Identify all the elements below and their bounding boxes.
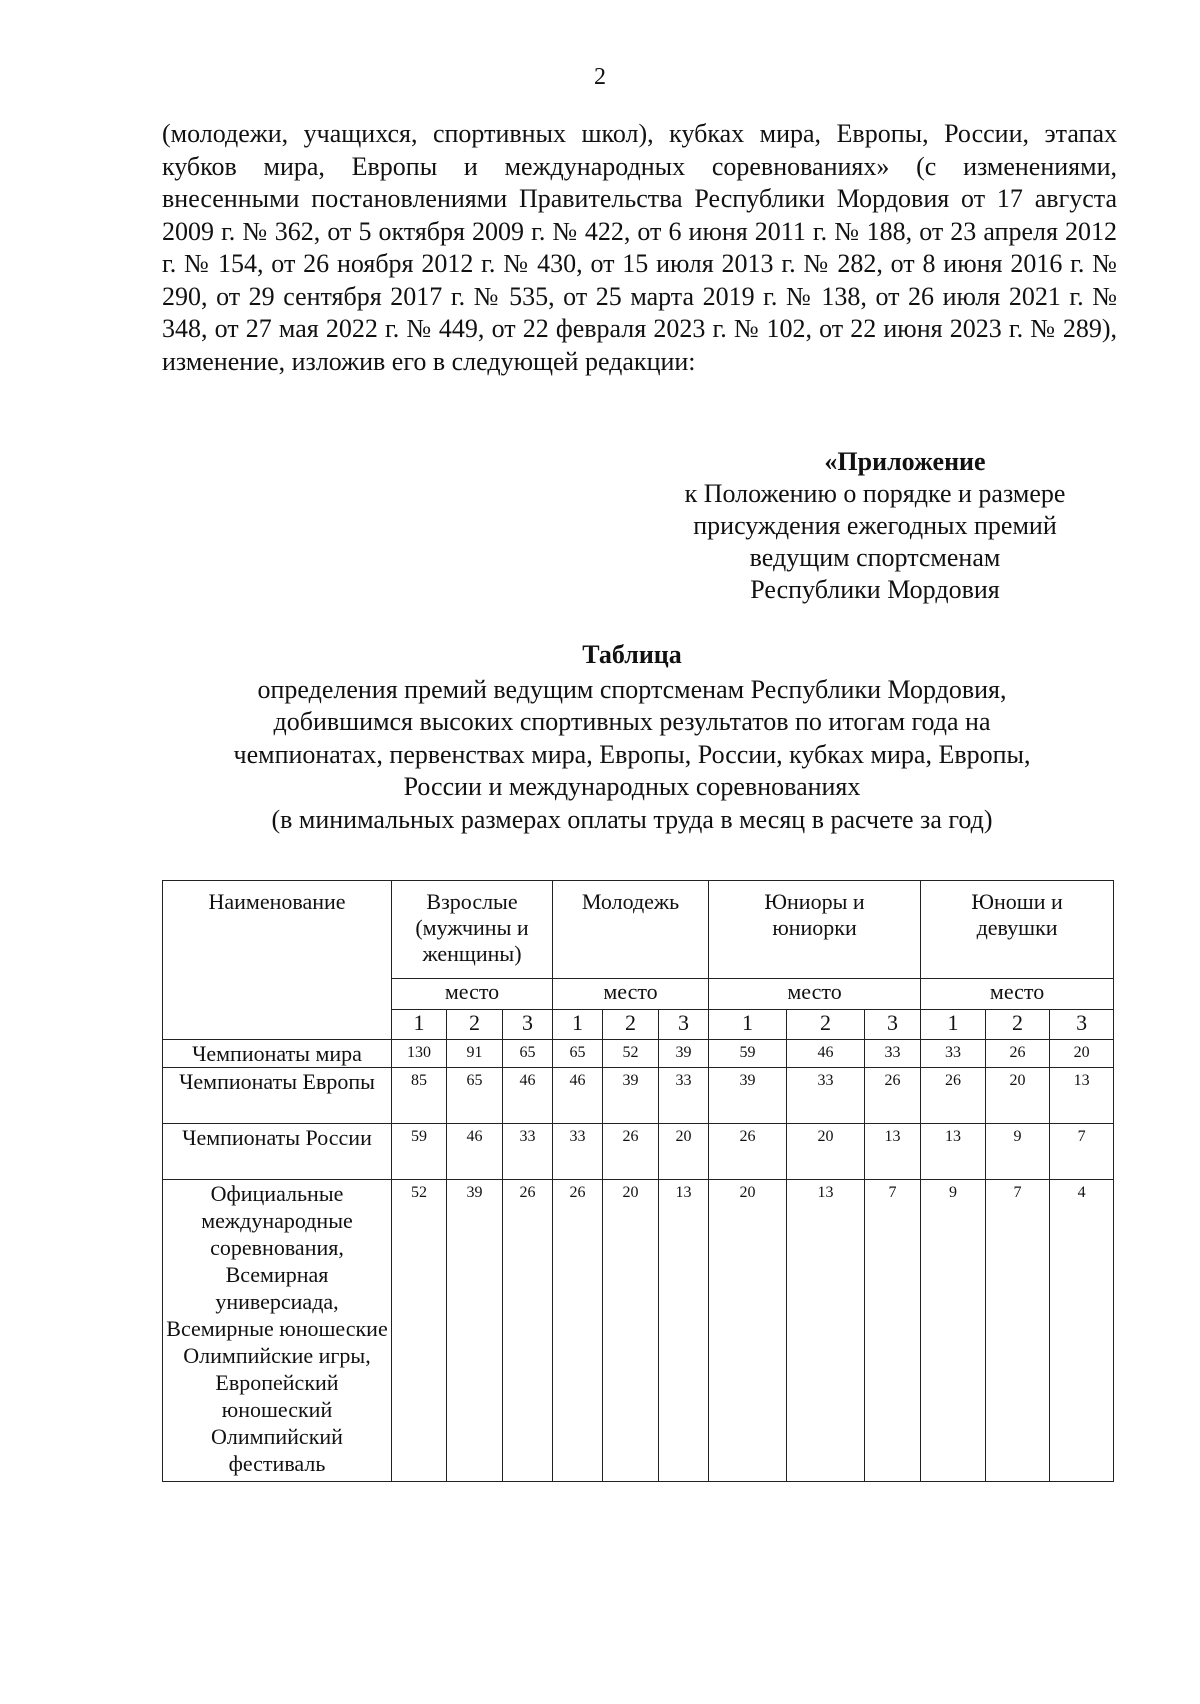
annex-line: Республики Мордовия [750,575,1000,604]
table-cell: 26 [986,1040,1050,1068]
place-number: 2 [603,1009,659,1039]
place-number: 2 [787,1009,865,1039]
place-label: место [553,978,709,1009]
table-cell: 9 [921,1180,986,1482]
table-cell: 13 [1050,1068,1114,1124]
group-header-cadets: Юноши и девушки [921,881,1114,979]
row-name: Чемпионаты Европы [163,1068,392,1124]
place-number: 3 [865,1009,921,1039]
table-cell: 59 [709,1040,787,1068]
table-cell: 33 [503,1124,553,1180]
table-title: Таблица [582,640,682,669]
place-number: 3 [503,1009,553,1039]
table-cell: 20 [709,1180,787,1482]
column-header-name: Наименование [163,881,392,1040]
table-cell: 20 [659,1124,709,1180]
table-cell: 13 [921,1124,986,1180]
table-subtitle-line: определения премий ведущим спортсменам Республики Мордовия, [257,675,1007,704]
table-cell: 130 [392,1040,447,1068]
table-subtitle-line: (в минимальных размерах оплаты труда в месяц в расчете за год) [271,804,993,834]
table-cell: 9 [986,1124,1050,1180]
table-row [163,1124,1114,1180]
row-name: Официальные международные соревнования, Всемирная универсиада, Всемирные юношеские Олимпийские игры, Европейский юношеский Олимпийский фестиваль [163,1180,392,1482]
place-number: 1 [553,1009,603,1039]
table-cell: 65 [447,1068,503,1124]
table-cell: 26 [921,1068,986,1124]
table-cell: 26 [709,1124,787,1180]
place-label: место [709,978,921,1009]
table-cell: 39 [709,1068,787,1124]
table-row [163,1068,1114,1124]
table-row [163,1180,1114,1482]
annex-title: «Приложение [824,447,986,476]
table-cell: 59 [392,1124,447,1180]
table-subtitle-line: чемпионатах, первенствах мира, Европы, России, кубках мира, Европы, [233,739,1031,769]
table-cell: 39 [603,1068,659,1124]
table-cell: 33 [865,1040,921,1068]
place-number: 2 [986,1009,1050,1039]
table-cell: 20 [1050,1040,1114,1068]
place-number: 1 [392,1009,447,1039]
table-cell: 7 [986,1180,1050,1482]
place-number: 3 [1050,1009,1114,1039]
table-cell: 13 [787,1180,865,1482]
annex-line: к Положению о порядке и размере [684,479,1066,508]
annex-block [640,446,1110,606]
table-cell: 20 [787,1124,865,1180]
table-cell: 26 [503,1180,553,1482]
place-label: место [921,978,1114,1009]
row-name: Чемпионаты мира [163,1040,392,1068]
table-row [163,1040,1114,1068]
table-cell: 33 [659,1068,709,1124]
table-cell: 7 [865,1180,921,1482]
table-cell: 65 [553,1040,603,1068]
place-number: 1 [921,1009,986,1039]
table-cell: 26 [865,1068,921,1124]
table-cell: 52 [392,1180,447,1482]
table-cell: 33 [787,1068,865,1124]
table-cell: 7 [1050,1124,1114,1180]
table-cell: 46 [787,1040,865,1068]
awards-table [162,880,1114,1482]
table-cell: 4 [1050,1180,1114,1482]
table-cell: 13 [659,1180,709,1482]
table-cell: 46 [553,1068,603,1124]
table-cell: 85 [392,1068,447,1124]
table-subtitle [100,674,1164,836]
table-cell: 46 [503,1068,553,1124]
place-number: 1 [709,1009,787,1039]
intro-paragraph: (молодежи, учащихся, спортивных школ), кубках мира, Европы, России, этапах кубков мира, Европы и международных соревнованиях» (с изменениями, внесенными постановлениями Правительства Республики Мордовия от 17 августа 2009 г. № 362, от 5 октября 2009 г. № 422, от 6 июня 2011 г. № 188, от 23 апреля 2012 г. № 154, от 26 ноября 2012 г. № 430, от 15 июля 2013 г. № 282, от 8 июня 2016 г. № 290, от 29 сентября 2017 г. № 535, от 25 марта 2019 г. № 138, от 26 июля 2021 г. № 348, от 27 мая 2022 г. № 449, от 22 февраля 2023 г. № 102, от 22 июня 2023 г. № 289), изменение, изложив его в следующей редакции: [162,119,1117,376]
table-header-row [163,881,1114,979]
page-number: 2 [594,64,606,90]
table-cell: 91 [447,1040,503,1068]
table-cell: 52 [603,1040,659,1068]
table-cell: 39 [659,1040,709,1068]
table-cell: 33 [553,1124,603,1180]
row-name: Чемпионаты России [163,1124,392,1180]
place-number: 3 [659,1009,709,1039]
table-cell: 39 [447,1180,503,1482]
table-cell: 20 [986,1068,1050,1124]
table-subtitle-line: России и международных соревнованиях [403,772,861,802]
annex-line: присуждения ежегодных премий [693,511,1057,540]
table-cell: 33 [921,1040,986,1068]
table-cell: 26 [603,1124,659,1180]
table-cell: 13 [865,1124,921,1180]
annex-line: ведущим спортсменам [749,543,1001,572]
place-number: 2 [447,1009,503,1039]
table-cell: 65 [503,1040,553,1068]
table-subtitle-line: добившимся высоких спортивных результатов по итогам года на [273,707,991,737]
table-cell: 26 [553,1180,603,1482]
place-label: место [392,978,553,1009]
group-header-youth: Молодежь [553,881,709,979]
group-header-juniors: Юниоры и юниорки [709,881,921,979]
table-cell: 46 [447,1124,503,1180]
group-header-adults: Взрослые (мужчины и женщины) [392,881,553,979]
table-cell: 20 [603,1180,659,1482]
